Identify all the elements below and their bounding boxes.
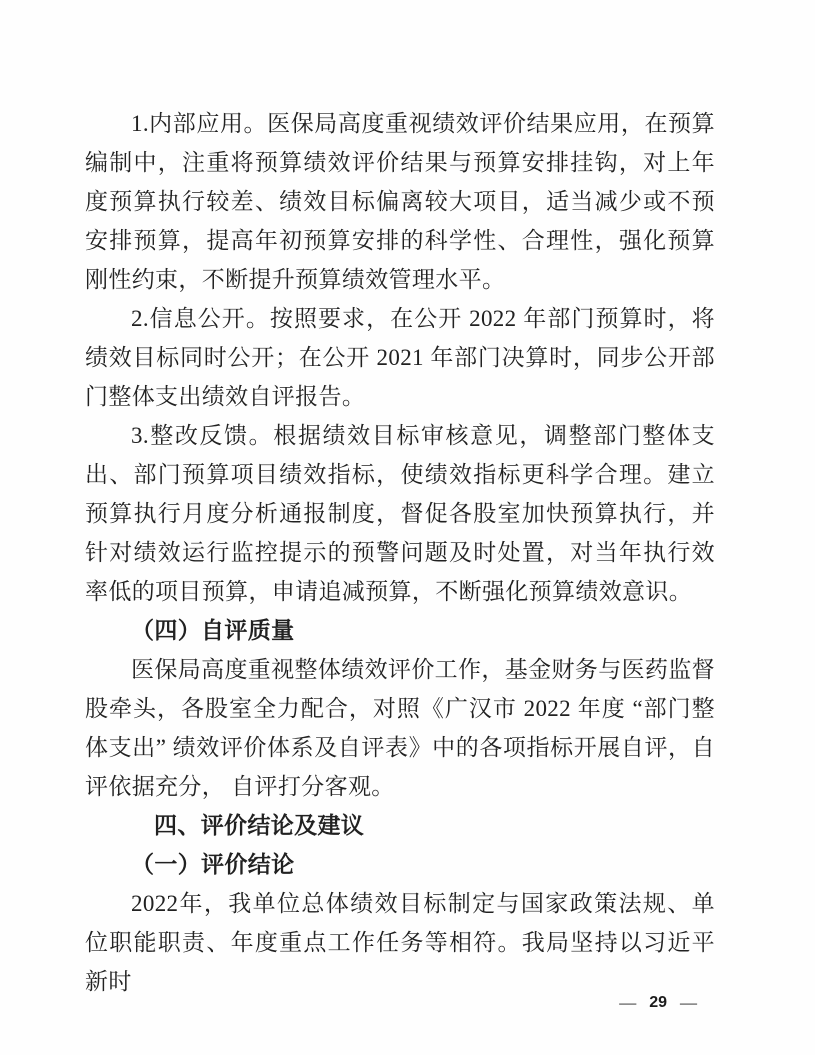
footer-dash-right: — [680,993,697,1012]
paragraph-information-disclosure: 2.信息公开。按照要求，在公开 2022 年部门预算时，将绩效目标同时公开；在公开 2021 年部门决算时，同步公开部门整体支出绩效自评报告。 [85,306,715,409]
paragraph-self-evaluation: 医保局高度重视整体绩效评价工作，基金财务与医药监督股牵头，各股室全力配合，对照《广汉市 2022 年度 “部门整体支出” 绩效评价体系及自评表》中的各项指标开展自评，自评依据充分， 自评打分客观。 [85,657,715,799]
document-body [85,104,715,1001]
paragraph-conclusion-2022: 2022年，我单位总体绩效目标制定与国家政策法规、单位职能职责、年度重点工作任务等相符。我局坚持以习近平新时 [85,891,715,994]
heading-evaluation-conclusion: （一）评价结论 [131,852,295,877]
heading-self-evaluation-quality: （四）自评质量 [131,618,295,643]
paragraph-internal-application: 1.内部应用。医保局高度重视绩效评价结果应用，在预算编制中，注重将预算绩效评价结果与预算安排挂钩，对上年度预算执行较差、绩效目标偏离较大项目，适当减少或不预安排预算，提高年初预算安排的科学性、合理性，强化预算刚性约束，不断提升预算绩效管理水平。 [85,111,715,292]
page-footer [619,991,697,1015]
page-number: 29 [649,994,667,1011]
footer-dash-left: — [619,993,637,1012]
heading-evaluation-conclusion-and-suggestions: 四、评价结论及建议 [154,812,365,838]
paragraph-rectification-feedback: 3.整改反馈。根据绩效目标审核意见，调整部门整体支出、部门预算项目绩效指标，使绩效指标更科学合理。建立预算执行月度分析通报制度，督促各股室加快预算执行，并针对绩效运行监控提示的预警问题及时处置，对当年执行效率低的项目预算，申请追减预算，不断强化预算绩效意识。 [85,423,715,604]
